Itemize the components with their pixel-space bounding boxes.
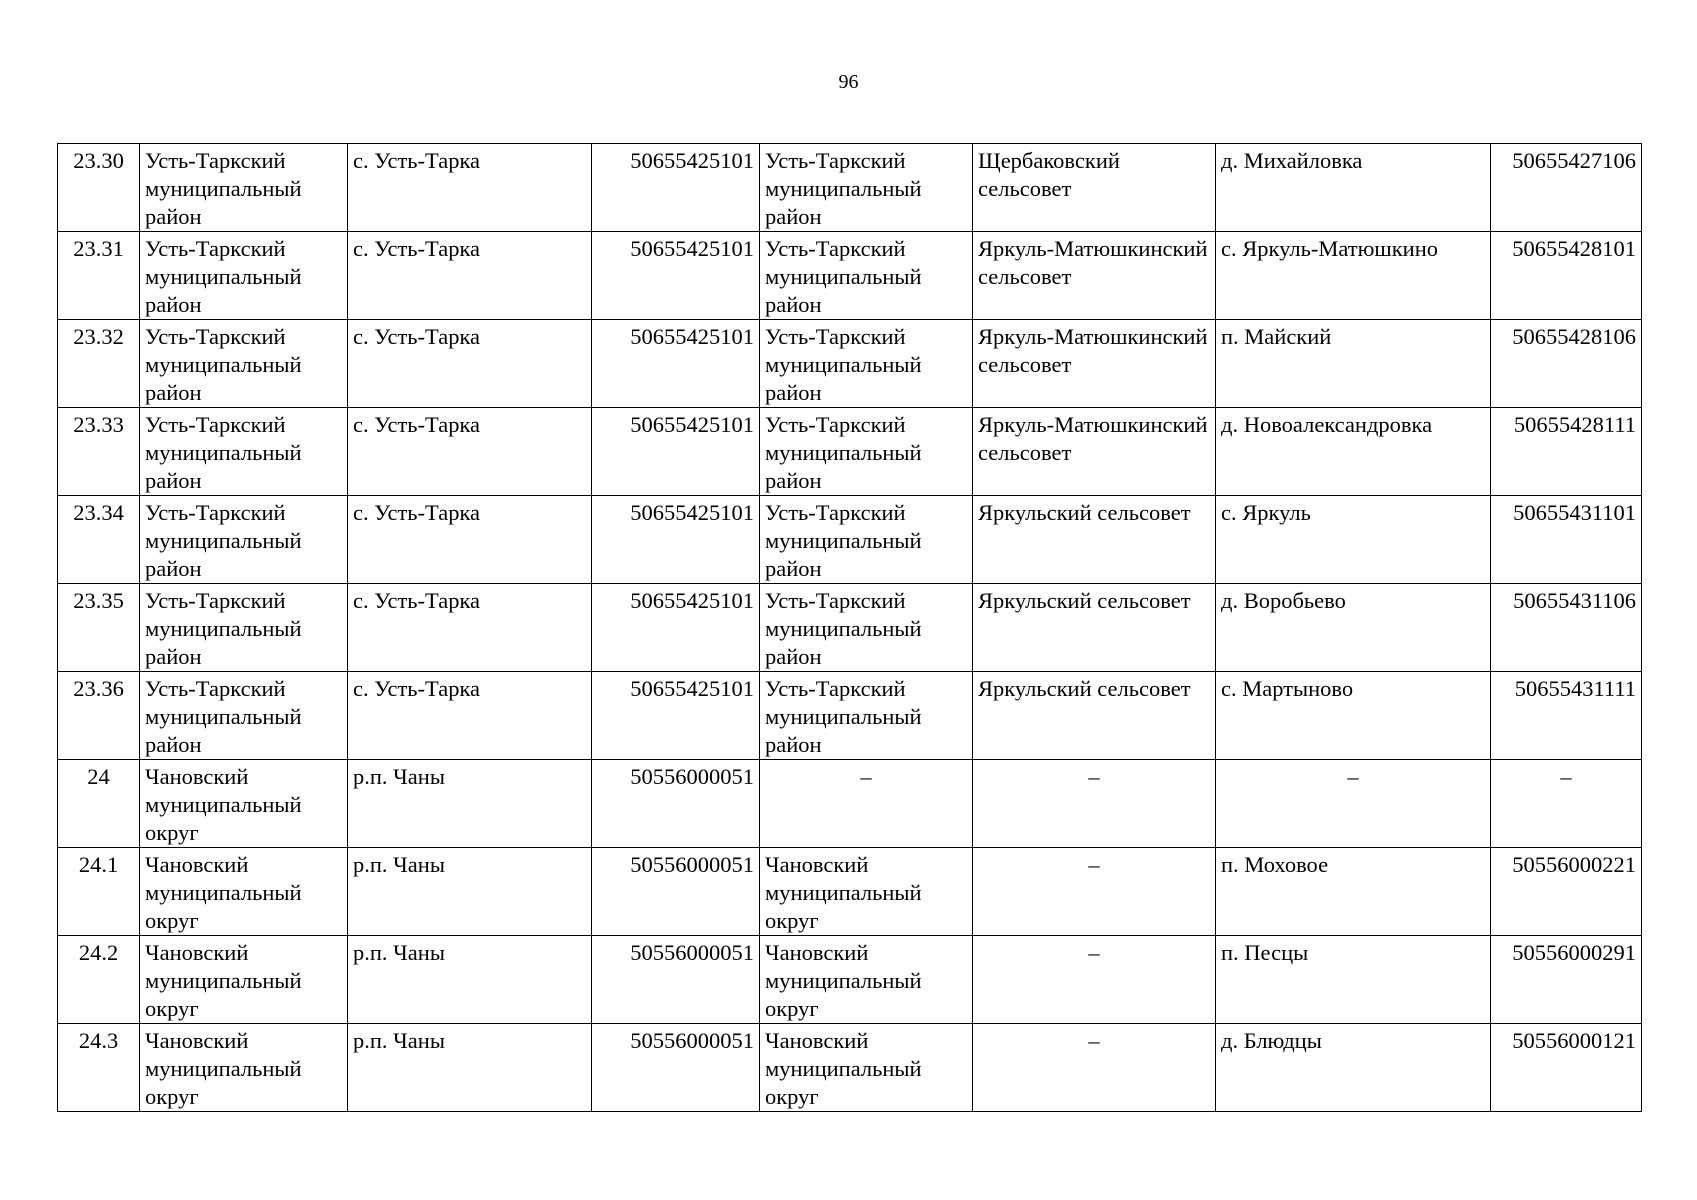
admin-center: р.п. Чаны	[348, 936, 592, 1024]
table-row	[58, 1024, 1642, 1112]
settlement-name: п. Песцы	[1216, 936, 1491, 1024]
settlement-code: –	[1491, 760, 1642, 848]
village-council: Яркуль-Матюшкинский сельсовет	[973, 408, 1216, 496]
district-name: Чановский муниципальный округ	[140, 936, 348, 1024]
municipal-area: Усть-Таркский муниципальный район	[760, 144, 973, 232]
village-council: Яркульский сельсовет	[973, 584, 1216, 672]
settlements-table	[57, 143, 1642, 1112]
row-number: 23.33	[58, 408, 140, 496]
district-name: Чановский муниципальный округ	[140, 848, 348, 936]
village-council: Яркульский сельсовет	[973, 672, 1216, 760]
row-number: 23.34	[58, 496, 140, 584]
municipal-area: –	[760, 760, 973, 848]
village-council: Яркуль-Матюшкинский сельсовет	[973, 320, 1216, 408]
row-number: 23.35	[58, 584, 140, 672]
center-code: 50655425101	[592, 408, 760, 496]
table-row	[58, 936, 1642, 1024]
settlement-code: 50655428111	[1491, 408, 1642, 496]
row-number: 23.31	[58, 232, 140, 320]
municipal-area: Усть-Таркский муниципальный район	[760, 320, 973, 408]
municipal-area: Чановский муниципальный округ	[760, 1024, 973, 1112]
row-number: 24.3	[58, 1024, 140, 1112]
municipal-area: Усть-Таркский муниципальный район	[760, 232, 973, 320]
settlement-code: 50655431106	[1491, 584, 1642, 672]
admin-center: с. Усть-Тарка	[348, 496, 592, 584]
admin-center: с. Усть-Тарка	[348, 320, 592, 408]
table-row	[58, 848, 1642, 936]
settlement-name: д. Михайловка	[1216, 144, 1491, 232]
settlement-code: 50556000121	[1491, 1024, 1642, 1112]
village-council: –	[973, 1024, 1216, 1112]
municipal-area: Усть-Таркский муниципальный район	[760, 408, 973, 496]
center-code: 50655425101	[592, 232, 760, 320]
settlement-name: –	[1216, 760, 1491, 848]
table-row	[58, 584, 1642, 672]
district-name: Усть-Таркский муниципальный район	[140, 320, 348, 408]
table-body	[58, 144, 1642, 1112]
settlement-code: 50556000291	[1491, 936, 1642, 1024]
municipal-area: Чановский муниципальный округ	[760, 848, 973, 936]
admin-center: с. Усть-Тарка	[348, 584, 592, 672]
admin-center: р.п. Чаны	[348, 1024, 592, 1112]
row-number: 23.32	[58, 320, 140, 408]
municipal-area: Усть-Таркский муниципальный район	[760, 496, 973, 584]
settlement-code: 50655428101	[1491, 232, 1642, 320]
center-code: 50655425101	[592, 584, 760, 672]
district-name: Усть-Таркский муниципальный район	[140, 584, 348, 672]
district-name: Усть-Таркский муниципальный район	[140, 496, 348, 584]
center-code: 50655425101	[592, 496, 760, 584]
table-row	[58, 144, 1642, 232]
center-code: 50556000051	[592, 1024, 760, 1112]
row-number: 24.1	[58, 848, 140, 936]
settlement-name: с. Яркуль	[1216, 496, 1491, 584]
settlement-name: д. Блюдцы	[1216, 1024, 1491, 1112]
settlement-code: 50655431101	[1491, 496, 1642, 584]
settlement-name: п. Майский	[1216, 320, 1491, 408]
settlement-code: 50655431111	[1491, 672, 1642, 760]
settlement-code: 50655427106	[1491, 144, 1642, 232]
settlement-name: п. Моховое	[1216, 848, 1491, 936]
table-row	[58, 760, 1642, 848]
settlement-name: с. Мартыново	[1216, 672, 1491, 760]
village-council: Щербаковский сельсовет	[973, 144, 1216, 232]
settlement-name: д. Новоалександровка	[1216, 408, 1491, 496]
municipal-area: Чановский муниципальный округ	[760, 936, 973, 1024]
village-council: –	[973, 848, 1216, 936]
village-council: –	[973, 936, 1216, 1024]
district-name: Чановский муниципальный округ	[140, 760, 348, 848]
admin-center: с. Усть-Тарка	[348, 672, 592, 760]
center-code: 50556000051	[592, 848, 760, 936]
village-council: –	[973, 760, 1216, 848]
center-code: 50655425101	[592, 320, 760, 408]
page-number: 96	[838, 71, 859, 93]
admin-center: с. Усть-Тарка	[348, 232, 592, 320]
row-number: 24	[58, 760, 140, 848]
table-row	[58, 672, 1642, 760]
settlement-code: 50556000221	[1491, 848, 1642, 936]
village-council: Яркульский сельсовет	[973, 496, 1216, 584]
admin-center: с. Усть-Тарка	[348, 144, 592, 232]
table-row	[58, 496, 1642, 584]
center-code: 50655425101	[592, 144, 760, 232]
admin-center: р.п. Чаны	[348, 760, 592, 848]
municipal-area: Усть-Таркский муниципальный район	[760, 672, 973, 760]
table-row	[58, 232, 1642, 320]
district-name: Усть-Таркский муниципальный район	[140, 408, 348, 496]
row-number: 24.2	[58, 936, 140, 1024]
village-council: Яркуль-Матюшкинский сельсовет	[973, 232, 1216, 320]
settlement-name: с. Яркуль-Матюшкино	[1216, 232, 1491, 320]
table-row	[58, 320, 1642, 408]
table-row	[58, 408, 1642, 496]
row-number: 23.30	[58, 144, 140, 232]
center-code: 50556000051	[592, 936, 760, 1024]
settlement-name: д. Воробьево	[1216, 584, 1491, 672]
district-name: Чановский муниципальный округ	[140, 1024, 348, 1112]
district-name: Усть-Таркский муниципальный район	[140, 672, 348, 760]
admin-center: р.п. Чаны	[348, 848, 592, 936]
settlement-code: 50655428106	[1491, 320, 1642, 408]
admin-center: с. Усть-Тарка	[348, 408, 592, 496]
district-name: Усть-Таркский муниципальный район	[140, 232, 348, 320]
municipal-area: Усть-Таркский муниципальный район	[760, 584, 973, 672]
district-name: Усть-Таркский муниципальный район	[140, 144, 348, 232]
center-code: 50655425101	[592, 672, 760, 760]
row-number: 23.36	[58, 672, 140, 760]
center-code: 50556000051	[592, 760, 760, 848]
